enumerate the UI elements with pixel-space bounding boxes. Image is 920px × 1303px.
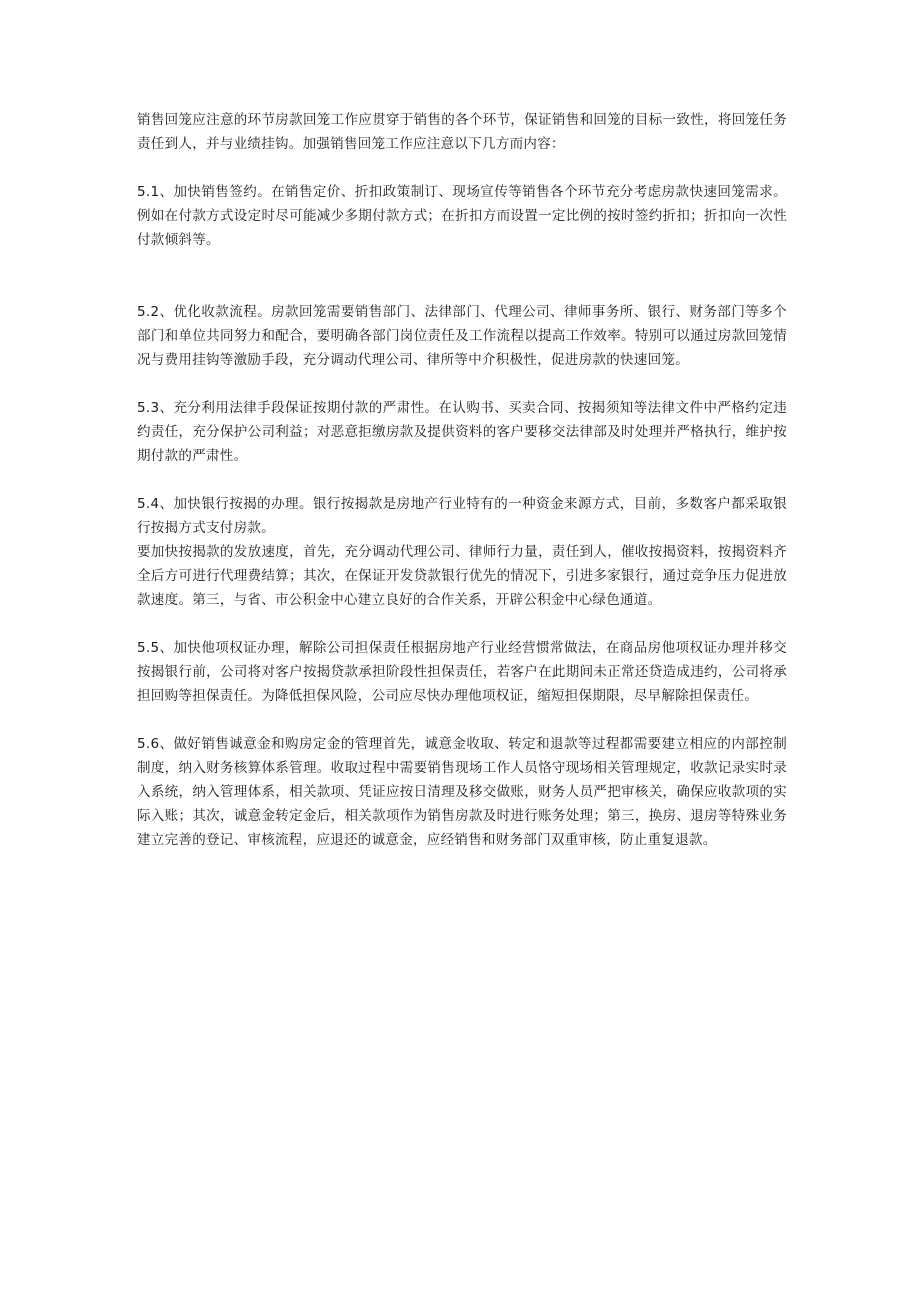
intro-paragraph: 销售回笼应注意的环节房款回笼工作应贯穿于销售的各个环节，保证销售和回笼的目标一致性，将回笼任务责任到人，并与业绩挂钩。加强销售回笼工作应注意以下几方而内容： <box>137 112 787 152</box>
section-5-4-continuation-paragraph: 要加快按揭款的发放速度，首先，充分调动代理公司、律师行力量，责任到人，催收按揭资料，按揭资料齐全后方可进行代理费结算；其次，在保证开发贷款银行优先的情况下，引进多家银行，通过竞争压力促进放款速度。第三，与省、市公积金中心建立良好的合作关系，开辟公积金中心绿色通道。 <box>137 544 787 608</box>
section-5-6-paragraph: 5.6、做好销售诚意金和购房定金的管理首先，诚意金收取、转定和退款等过程都需要建立相应的内部控制制度，纳入财务核算体系管理。收取过程中需要销售现场工作人员恪守现场相关管理规定，收款记录实时录入系统，纳入管理体系，相关款项、凭证应按日清理及移交做账，财务人员严把审核关，确保应收款项的实际入账；其次，诚意金转定金后，相关款项作为销售房款及时进行账务处理；第三，换房、退房等特殊业务建立完善的登记、审核流程，应退还的诚意金，应经销售和财务部门双重审核，防止重复退款。 <box>137 736 787 848</box>
section-5-5-paragraph: 5.5、加快他项权证办理，解除公司担保责任根据房地产行业经营惯常做法，在商品房他项权证办理并移交按揭银行前，公司将对客户按揭贷款承担阶段性担保责任，若客户在此期间未正常还贷造成违约，公司将承担回购等担保责任。为降低担保风险，公司应尽快办理他项权证，缩短担保期限，尽早解除担保责任。 <box>137 640 787 704</box>
section-5-3-paragraph: 5.3、充分利用法律手段保证按期付款的严肃性。在认购书、买卖合同、按揭须知等法律文件中严格约定违约责任，充分保护公司利益；对恶意拒缴房款及提供资料的客户要移交法律部及时处理并严格执行，维护按期付款的严肃性。 <box>137 400 787 464</box>
section-5-2-paragraph: 5.2、优化收款流程。房款回笼需要销售部门、法律部门、代理公司、律师事务所、银行、财务部门等多个部门和单位共同努力和配合，要明确各部门岗位责任及工作流程以提高工作效率。特别可以通过房款回笼情况与费用挂钩等激励手段，充分调动代理公司、律所等中介积极性，促进房款的快速回笼。 <box>137 304 787 368</box>
document-body <box>137 108 787 852</box>
section-5-1-paragraph: 5.1、加快销售签约。在销售定价、折扣政策制订、现场宣传等销售各个环节充分考虑房款快速回笼需求。例如在付款方式设定时尽可能减少多期付款方式；在折扣方而设置一定比例的按时签约折扣；折扣向一次性付款倾斜等。 <box>137 184 787 248</box>
section-5-4-paragraph: 5.4、加快银行按揭的办理。银行按揭款是房地产行业特有的一种资金来源方式，目前，多数客户都采取银行按揭方式支付房款。 <box>137 496 787 536</box>
